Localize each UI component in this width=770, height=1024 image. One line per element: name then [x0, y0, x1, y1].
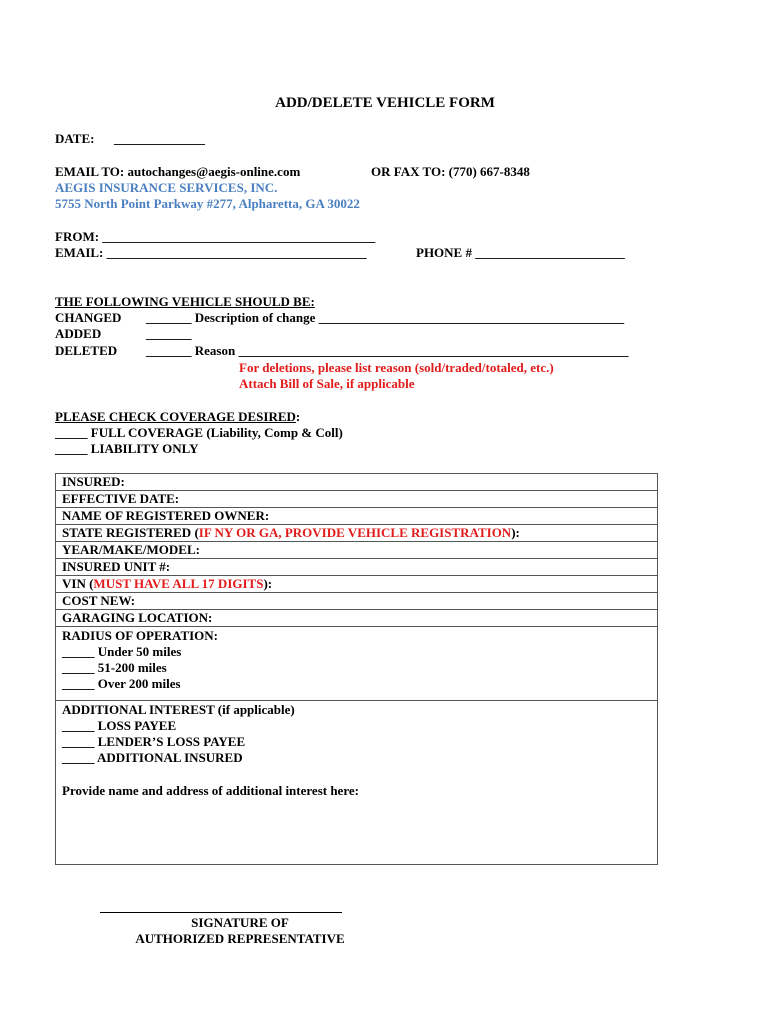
additional-interest-section — [56, 701, 657, 799]
effective-date-row[interactable] — [56, 491, 657, 508]
lenders-loss-payee-option[interactable]: _____ LENDER’S LOSS PAYEE — [62, 734, 246, 749]
signature-label-2: AUTHORIZED REPRESENTATIVE — [135, 931, 345, 946]
coverage-heading-colon: : — [295, 409, 301, 424]
deletion-note: For deletions, please list reason (sold/traded/totaled, etc.) — [239, 360, 554, 375]
radius-under-50[interactable]: _____ Under 50 miles — [62, 644, 182, 659]
radius-section — [56, 627, 657, 701]
vin-note: MUST HAVE ALL 17 DIGITS — [93, 576, 264, 591]
year-make-model-label: YEAR/MAKE/MODEL: — [62, 542, 200, 557]
coverage-heading-text: PLEASE CHECK COVERAGE DESIRED — [55, 409, 296, 424]
vin-prefix: VIN ( — [62, 576, 94, 591]
bill-of-sale-note: Attach Bill of Sale, if applicable — [239, 376, 415, 391]
deleted-field[interactable]: _______ Reason ____________________________________________________________ — [146, 343, 629, 358]
cost-new-label: COST NEW: — [62, 593, 136, 608]
effective-date-label: EFFECTIVE DATE: — [62, 491, 180, 506]
form-title: ADD/DELETE VEHICLE FORM — [275, 95, 495, 111]
provide-name-address-text: Provide name and address of additional interest here: — [62, 783, 359, 798]
insured-unit-row[interactable] — [56, 559, 657, 576]
added-field[interactable]: _______ — [146, 326, 192, 341]
option-added: ADDED — [55, 326, 102, 341]
option-deleted: DELETED — [55, 343, 118, 358]
additional-insured-option[interactable]: _____ ADDITIONAL INSURED — [62, 750, 243, 765]
radius-over-200[interactable]: _____ Over 200 miles — [62, 676, 181, 691]
registered-owner-row[interactable] — [56, 508, 657, 525]
date-label: DATE: — [55, 131, 95, 146]
year-make-model-row[interactable] — [56, 542, 657, 559]
company-name: AEGIS INSURANCE SERVICES, INC. — [55, 180, 278, 195]
state-registered-note: IF NY OR GA, PROVIDE VEHICLE REGISTRATION — [198, 525, 512, 540]
insured-row[interactable] — [56, 474, 657, 491]
loss-payee-option[interactable]: _____ LOSS PAYEE — [62, 718, 177, 733]
radius-51-200[interactable]: _____ 51-200 miles — [62, 660, 167, 675]
garaging-location-row[interactable] — [56, 610, 657, 627]
cost-new-row[interactable] — [56, 593, 657, 610]
changed-field[interactable]: _______ Description of change _______________________________________________ — [146, 310, 625, 325]
phone-field[interactable]: PHONE # _______________________ — [416, 245, 625, 260]
insured-unit-label: INSURED UNIT #: — [62, 559, 171, 574]
state-registered-suffix: ): — [511, 525, 520, 540]
signature-label-1: SIGNATURE OF — [191, 915, 289, 930]
radius-heading: RADIUS OF OPERATION: — [62, 628, 219, 643]
option-changed: CHANGED — [55, 310, 122, 325]
full-coverage-option[interactable]: _____ FULL COVERAGE (Liability, Comp & Coll) — [55, 425, 343, 440]
signature-line[interactable] — [100, 912, 342, 913]
insured-label: INSURED: — [62, 474, 125, 489]
coverage-heading — [55, 409, 300, 425]
company-address: 5755 North Point Parkway #277, Alpharetta, GA 30022 — [55, 196, 360, 211]
state-registered-prefix: STATE REGISTERED ( — [62, 525, 199, 540]
vin-suffix: ): — [263, 576, 273, 591]
date-field[interactable]: ______________ — [114, 131, 205, 146]
from-field[interactable]: FROM: __________________________________________ — [55, 229, 376, 244]
vehicle-info-table — [55, 473, 658, 865]
vin-row[interactable] — [56, 576, 657, 593]
fax-to: OR FAX TO: (770) 667-8348 — [371, 164, 530, 179]
garaging-location-label: GARAGING LOCATION: — [62, 610, 213, 625]
additional-interest-heading: ADDITIONAL INTEREST (if applicable) — [62, 702, 295, 717]
email-to: EMAIL TO: autochanges@aegis-online.com — [55, 164, 301, 179]
email-field[interactable]: EMAIL: ________________________________________ — [55, 245, 367, 260]
registered-owner-label: NAME OF REGISTERED OWNER: — [62, 508, 270, 523]
liability-only-option[interactable]: _____ LIABILITY ONLY — [55, 441, 199, 456]
vehicle-section-heading: THE FOLLOWING VEHICLE SHOULD BE: — [55, 294, 315, 309]
state-registered-row[interactable] — [56, 525, 657, 542]
